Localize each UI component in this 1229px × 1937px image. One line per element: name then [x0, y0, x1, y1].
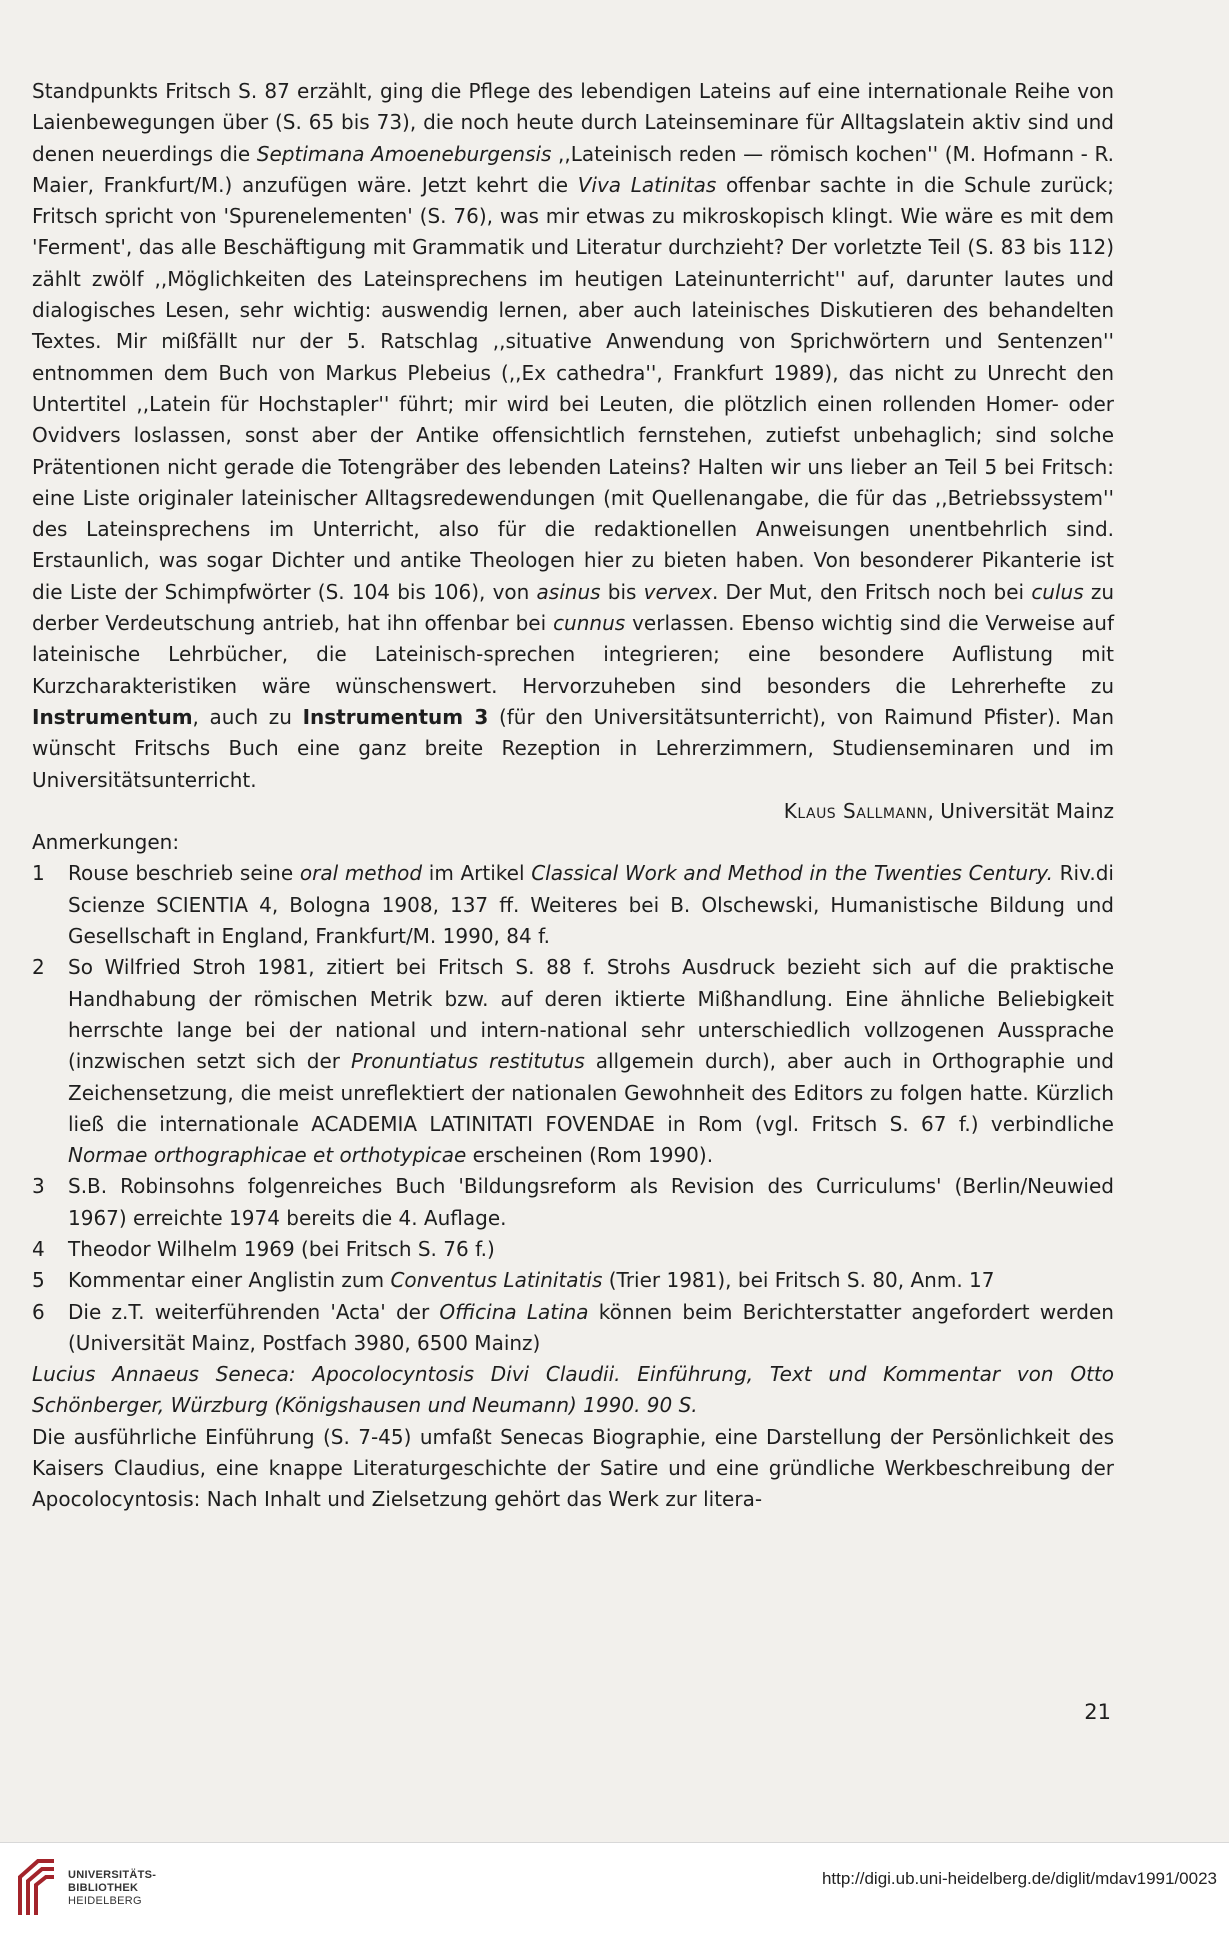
- footnote-6: [32, 1297, 1114, 1360]
- page-content: [32, 76, 1114, 1516]
- body-paragraph: Standpunkts Fritsch S. 87 erzählt, ging die Pflege des lebendigen Lateins auf eine internationale Reihe von Laienbewegungen über (S. 65 bis 73), die noch heute durch Lateinseminare für Alltagslatein aktiv sind und denen neuerdings die Septimana Amoeneburgensis ,,Lateinisch reden — römisch kochen'' (M. Hofmann - R. Maier, Frankfurt/M.) anzufügen wäre. Jetzt kehrt die Viva Latinitas offenbar sachte in die Schule zurück; Fritsch spricht von 'Spurenelementen' (S. 76), was mir etwas zu mikroskopisch klingt. Wie wäre es mit dem 'Ferment', das alle Beschäftigung mit Grammatik und Literatur durchzieht? Der vorletzte Teil (S. 83 bis 112) zählt zwölf ,,Möglichkeiten des Lateinsprechens im heutigen Lateinunterricht'' auf, darunter lautes und dialogisches Lesen, sehr wichtig: auswendig lernen, aber auch lateinisches Diskutieren des behandelten Textes. Mir mißfällt nur der 5. Ratschlag ,,situative Anwendung von Sprichwörtern und Sentenzen'' entnommen dem Buch von Markus Plebeius (,,Ex cathedra'', Frankfurt 1989), das nicht zu Unrecht den Untertitel ,,Latein für Hochstapler'' führt; mir wird bei Leuten, die plötzlich einen rollenden Homer- oder Ovidvers loslassen, sonst aber der Antike offensichtlich fernstehen, zutiefst unbehaglich; sind solche Prätentionen nicht gerade die Totengräber des lebenden Lateins? Halten wir uns lieber an Teil 5 bei Fritsch: eine Liste originaler lateinischer Alltagsredewendungen (mit Quellenangabe, die für das ,,Betriebssystem'' des Lateinsprechens im Unterricht, also für die redaktionellen Anweisungen unentbehrlich sind. Erstaunlich, was sogar Dichter und antike Theologen hier zu bieten haben. Von besonderer Pikanterie ist die Liste der Schimpfwörter (S. 104 bis 106), von asinus bis vervex. Der Mut, den Fritsch noch bei culus zu derber Verdeutschung antrieb, hat ihn offenbar bei cunnus verlassen. Ebenso wichtig sind die Verweise auf lateinische Lehrbücher, die Lateinisch-sprechen integrieren; eine besondere Auflistung mit Kurzcharakteristiken wäre wünschenswert. Hervorzuheben sind besonders die Lehrerhefte zu Instrumentum, auch zu Instrumentum 3 (für den Universitätsunterricht), von Raimund Pfister). Man wünscht Fritschs Buch eine ganz breite Rezeption in Lehrerzimmern, Studienseminaren und im Universitätsunterricht.: [32, 79, 1115, 792]
- viewer-footer: [0, 1842, 1229, 1937]
- footnote-number: 6: [32, 1299, 45, 1324]
- footnote-number: 5: [32, 1268, 45, 1293]
- author-affiliation: , Universität Mainz: [927, 798, 1114, 823]
- footnote-text: Theodor Wilhelm 1969 (bei Fritsch S. 76 f.): [68, 1236, 495, 1261]
- page-number: 21: [1084, 1700, 1111, 1724]
- library-logo-icon: [14, 1857, 60, 1919]
- footnote-number: 2: [32, 955, 45, 980]
- source-url-link[interactable]: http://digi.ub.uni-heidelberg.de/diglit/mdav1991/0023: [821, 1869, 1217, 1888]
- notes-heading: Anmerkungen:: [32, 830, 180, 855]
- footnote-number: 4: [32, 1236, 45, 1261]
- footnote-5: [32, 1265, 1114, 1296]
- footnote-3: [32, 1171, 1114, 1234]
- library-name-line: BIBLIOTHEK: [68, 1882, 139, 1894]
- author-signature: [32, 796, 1114, 827]
- footnote-text: Rouse beschrieb seine oral method im Artikel Classical Work and Method in the Twenties Century. Riv.di Scienze SCIENTIA 4, Bologna 1908, 137 ff. Weiteres bei B. Olschewski, Humanistische Bildung und Gesellschaft in England, Frankfurt/M. 1990, 84 f.: [68, 861, 1114, 949]
- footnote-text: S.B. Robinsohns folgenreiches Buch 'Bildungsreform als Revision des Curriculums' (Berlin/Neuwied 1967) erreichte 1974 bereits die 4. Auflage.: [68, 1174, 1114, 1230]
- footnote-text: Kommentar einer Anglistin zum Conventus Latinitatis (Trier 1981), bei Fritsch S. 80, Anm. 17: [68, 1268, 995, 1293]
- review-paragraph: Die ausführliche Einführung (S. 7-45) umfaßt Senecas Biographie, eine Darstellung der Persönlichkeit des Kaisers Claudius, eine knappe Literaturgeschichte der Satire und eine gründliche Werkbeschreibung der Apocolocyntosis: Nach Inhalt und Zielsetzung gehört das Werk zur litera-: [32, 1424, 1114, 1512]
- footnote-text: So Wilfried Stroh 1981, zitiert bei Fritsch S. 88 f. Strohs Ausdruck bezieht sich auf die praktische Handhabung der römischen Metrik bzw. auf deren iktierte Mißhandlung. Eine ähnliche Beliebigkeit herrschte lange bei der national und intern-national sehr unterschiedlich vollzogenen Aussprache (inzwischen setzt sich der Pronuntiatus restitutus allgemein durch), aber auch in Orthographie und Zeichensetzung, die meist unreflektiert der nationalen Gewohnheit des Editors zu folgen hatte. Kürzlich ließ die internationale ACADEMIA LATINITATI FOVENDAE in Rom (vgl. Fritsch S. 67 f.) verbindliche Normae orthographicae et orthotypicae erscheinen (Rom 1990).: [68, 955, 1115, 1168]
- footnote-text: Die z.T. weiterführenden 'Acta' der Officina Latina können beim Berichterstatter angefordert werden (Universität Mainz, Postfach 3980, 6500 Mainz): [68, 1299, 1114, 1355]
- review-heading: Lucius Annaeus Seneca: Apocolocyntosis Divi Claudii. Einführung, Text und Kommentar von Otto Schönberger, Würzburg (Königshausen und Neumann) 1990. 90 S.: [32, 1362, 1114, 1418]
- footnote-2: [32, 952, 1114, 1171]
- footnote-number: 1: [32, 861, 45, 886]
- author-name: Klaus Sallmann: [783, 798, 928, 823]
- library-name: [68, 1869, 156, 1908]
- footnote-4: [32, 1234, 1114, 1265]
- footnote-number: 3: [32, 1174, 45, 1199]
- library-name-line: UNIVERSITÄTS-: [68, 1869, 157, 1881]
- library-name-line: HEIDELBERG: [68, 1895, 142, 1907]
- footnote-1: [32, 858, 1114, 952]
